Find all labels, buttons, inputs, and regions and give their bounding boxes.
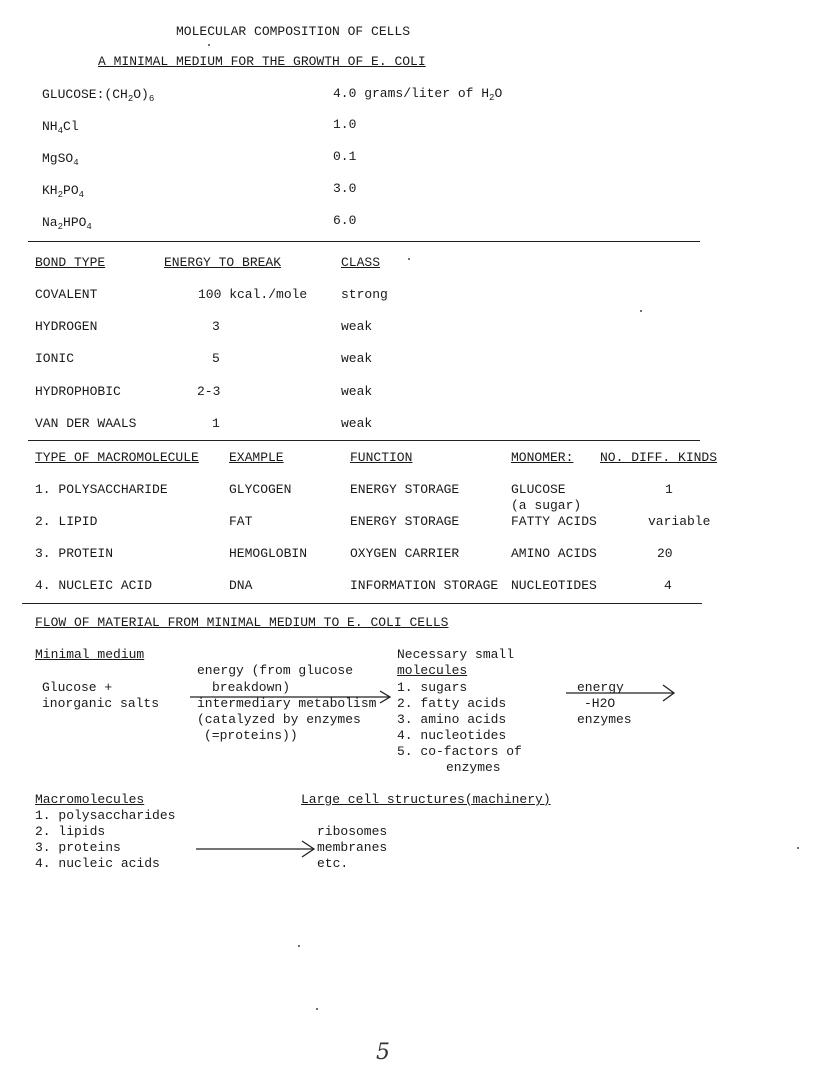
bond-energy: 3 xyxy=(212,319,220,334)
arrow2-note: -H2O xyxy=(584,696,616,711)
large-structures-title: Large cell structures(machinery) xyxy=(301,792,551,807)
col-header-example: EXAMPLE xyxy=(229,450,284,465)
bond-energy: 2-3 xyxy=(197,384,221,399)
bond-type: COVALENT xyxy=(35,287,98,302)
scan-speck xyxy=(316,1008,318,1010)
medium-row: $Na_2HPO_4$ xyxy=(42,215,92,232)
scan-speck xyxy=(640,310,642,312)
macromolecule-item: 2. lipids xyxy=(35,824,106,839)
flow-arrow-right-icon xyxy=(566,684,678,702)
arrow1-note: intermediary metabolism xyxy=(197,696,377,711)
medium-row: MgSO$_4$ xyxy=(42,151,79,168)
bond-type: HYDROGEN xyxy=(35,319,98,334)
minimal-medium-label: Minimal medium xyxy=(35,647,145,662)
large-structure-item: membranes xyxy=(317,840,388,855)
macromolecule-item: 3. proteins xyxy=(35,840,121,855)
macro-type: 2. LIPID xyxy=(35,514,98,529)
bond-type: HYDROPHOBIC xyxy=(35,384,121,399)
divider xyxy=(28,241,700,242)
large-structure-item: ribosomes xyxy=(317,824,388,839)
bond-class: weak xyxy=(341,319,373,334)
bond-class: weak xyxy=(341,384,373,399)
macro-type: 4. NUCLEIC ACID xyxy=(35,578,153,593)
page-number: 5 xyxy=(376,1040,390,1065)
macromolecules-title: Macromolecules xyxy=(35,792,145,807)
medium-row: $GLUCOSE:(CH_2O)_6$ xyxy=(42,87,155,104)
macro-function: ENERGY STORAGE xyxy=(350,514,460,529)
divider xyxy=(22,603,702,604)
macro-example: HEMOGLOBIN xyxy=(229,546,308,561)
arrow1-label: energy (from glucose xyxy=(197,663,354,678)
macro-function: OXYGEN CARRIER xyxy=(350,546,460,561)
medium-amount: 1.0 xyxy=(333,117,357,132)
col-header-class: CLASS xyxy=(341,255,381,270)
macro-kinds: 20 xyxy=(657,546,673,561)
macromolecule-item: 1. polysaccharides xyxy=(35,808,176,823)
macro-kinds: 1 xyxy=(665,482,673,497)
medium-amount: 0.1 xyxy=(333,149,357,164)
macro-monomer-note: (a sugar) xyxy=(511,498,582,513)
macro-function: INFORMATION STORAGE xyxy=(350,578,499,593)
scan-speck xyxy=(298,945,300,947)
arrow1-note: (=proteins)) xyxy=(204,728,298,743)
small-molecules-title: molecules xyxy=(397,663,468,678)
arrow2-note: enzymes xyxy=(577,712,632,727)
input-line: Glucose + xyxy=(42,680,113,695)
macromolecule-item: 4. nucleic acids xyxy=(35,856,160,871)
small-molecules-title: Necessary small xyxy=(397,647,515,662)
macro-kinds: variable xyxy=(648,514,711,529)
bond-energy: 5 xyxy=(212,351,220,366)
page-subtitle: A MINIMAL MEDIUM FOR THE GROWTH OF E. COLI xyxy=(98,54,426,69)
col-header-kinds: NO. DIFF. KINDS xyxy=(600,450,718,465)
arrow1-label: breakdown) xyxy=(212,680,291,695)
flow-arrow-right-icon xyxy=(196,840,318,858)
small-molecule-item: 3. amino acids xyxy=(397,712,507,727)
scan-speck xyxy=(408,258,410,260)
bond-type: VAN DER WAALS xyxy=(35,416,137,431)
small-molecule-item: enzymes xyxy=(446,760,501,775)
macro-type: 3. PROTEIN xyxy=(35,546,114,561)
bond-class: weak xyxy=(341,351,373,366)
input-line: inorganic salts xyxy=(42,696,160,711)
scan-speck xyxy=(797,847,799,849)
bond-energy: 100 kcal./mole xyxy=(198,287,308,302)
macro-monomer: GLUCOSE xyxy=(511,482,566,497)
medium-row: $KH_2PO_4$ xyxy=(42,183,85,200)
macro-example: FAT xyxy=(229,514,253,529)
small-molecule-item: 4. nucleotides xyxy=(397,728,507,743)
arrow1-note: (catalyzed by enzymes xyxy=(197,712,361,727)
flow-title: FLOW OF MATERIAL FROM MINIMAL MEDIUM TO E. COLI CELLS xyxy=(35,615,449,630)
col-header-bond-type: BOND TYPE xyxy=(35,255,106,270)
small-molecule-item: 5. co-factors of xyxy=(397,744,522,759)
col-header-function: FUNCTION xyxy=(350,450,413,465)
macro-example: GLYCOGEN xyxy=(229,482,292,497)
bond-energy: 1 xyxy=(212,416,220,431)
bond-class: weak xyxy=(341,416,373,431)
macro-function: ENERGY STORAGE xyxy=(350,482,460,497)
medium-amount: 6.0 xyxy=(333,213,357,228)
col-header-energy: ENERGY TO BREAK xyxy=(164,255,282,270)
macro-kinds: 4 xyxy=(664,578,672,593)
bond-class: strong xyxy=(341,287,388,302)
medium-amount: 4.0 grams/liter of $H_2O$ xyxy=(333,86,503,103)
col-header-macro-type: TYPE OF MACROMOLECULE xyxy=(35,450,199,465)
macro-monomer: NUCLEOTIDES xyxy=(511,578,597,593)
small-molecule-item: 1. sugars xyxy=(397,680,468,695)
macro-monomer: FATTY ACIDS xyxy=(511,514,597,529)
macro-type: 1. POLYSACCHARIDE xyxy=(35,482,168,497)
bond-type: IONIC xyxy=(35,351,75,366)
scan-speck xyxy=(208,44,210,46)
arrow2-label: energy xyxy=(577,680,624,695)
large-structure-item: etc. xyxy=(317,856,349,871)
col-header-monomer: MONOMER: xyxy=(511,450,574,465)
macro-example: DNA xyxy=(229,578,253,593)
page-title: MOLECULAR COMPOSITION OF CELLS xyxy=(176,24,411,39)
macro-monomer: AMINO ACIDS xyxy=(511,546,597,561)
divider xyxy=(28,440,700,441)
medium-amount: 3.0 xyxy=(333,181,357,196)
small-molecule-item: 2. fatty acids xyxy=(397,696,507,711)
medium-row: $NH_4Cl$ xyxy=(42,119,79,136)
